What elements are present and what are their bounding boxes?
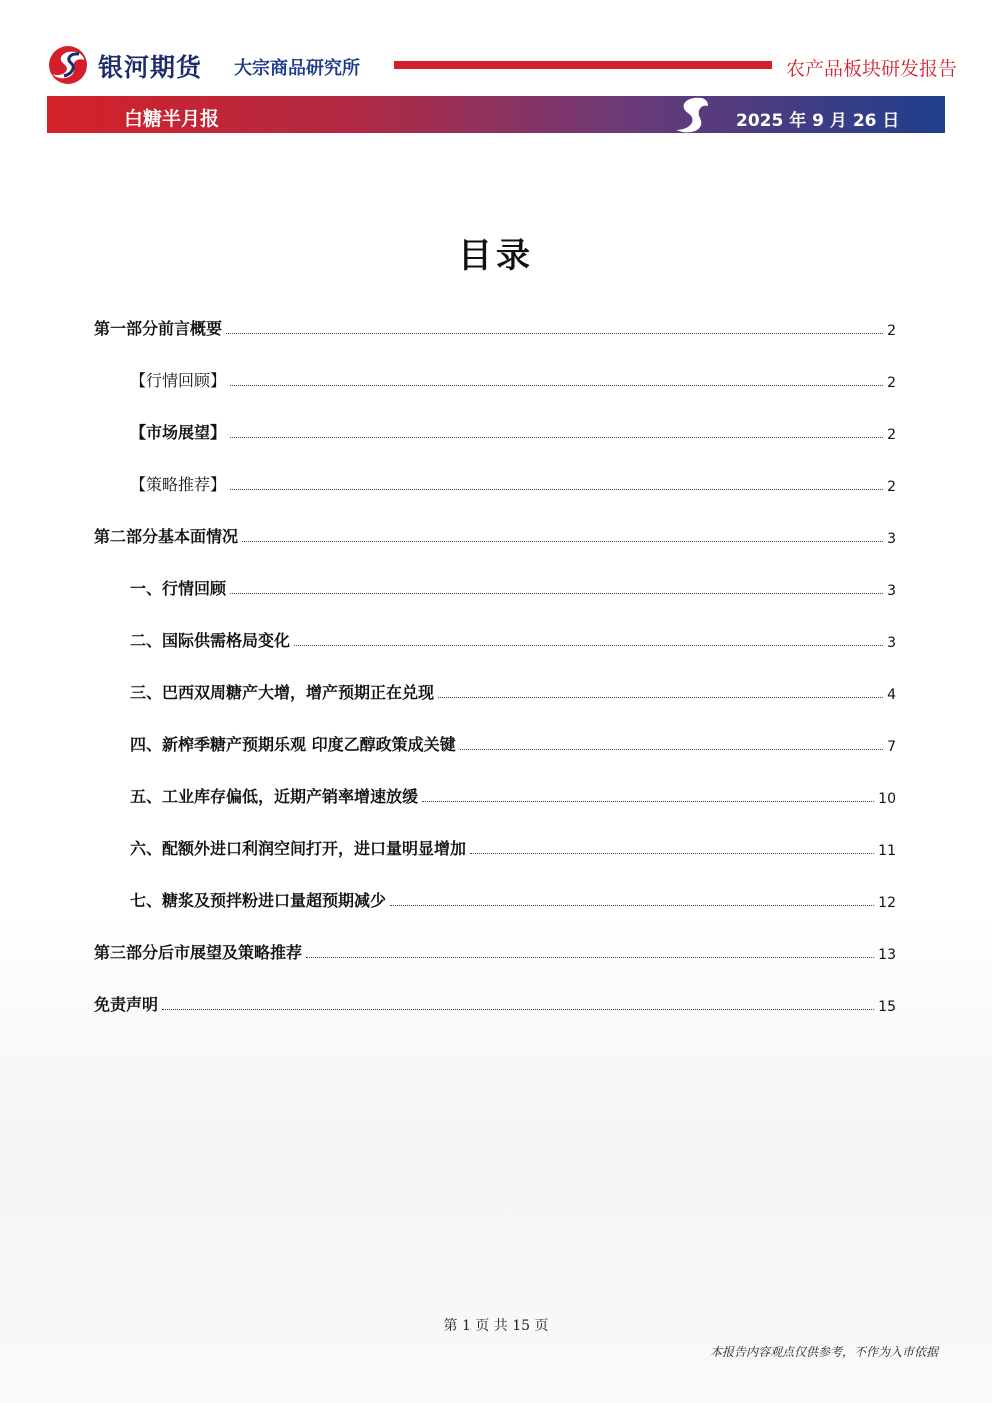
toc-page-number: 3	[887, 583, 896, 599]
toc-page-number: 3	[887, 635, 896, 651]
toc-leader-dots	[390, 905, 874, 906]
company-name: 银河期货	[98, 53, 203, 82]
toc-item-section-2[interactable]	[130, 629, 896, 651]
s-swoosh-icon	[672, 94, 712, 136]
toc-page-number: 2	[887, 323, 896, 339]
toc-item-part2[interactable]	[94, 525, 896, 547]
report-type: 农产品板块研发报告	[786, 58, 958, 80]
toc-item-label: 第三部分后市展望及策略推荐	[94, 943, 303, 962]
toc-item-section-5[interactable]	[130, 785, 896, 807]
toc-page-number: 3	[887, 531, 896, 547]
toc-item-section-3[interactable]	[130, 681, 896, 703]
toc-page-number: 12	[878, 895, 896, 911]
toc-item-label: 第一部分前言概要	[94, 319, 223, 338]
toc-page-number: 10	[878, 791, 896, 807]
toc-item-section-1[interactable]	[130, 577, 896, 599]
toc-page-number: 11	[878, 843, 896, 859]
toc-leader-dots	[460, 749, 884, 750]
toc-item-label: 【市场展望】	[130, 423, 227, 442]
toc-page-number: 2	[887, 375, 896, 391]
toc-item-disclaimer[interactable]	[94, 993, 896, 1015]
toc-item-part3[interactable]	[94, 941, 896, 963]
toc-item-market-outlook[interactable]	[130, 421, 896, 443]
toc-item-label: 一、行情回顾	[130, 579, 227, 598]
footer-disclaimer: 本报告内容观点仅供参考，不作为入市依据	[709, 1345, 938, 1359]
toc-leader-dots	[306, 957, 874, 958]
toc-leader-dots	[230, 437, 883, 438]
report-date: 2025 年 9 月 26 日	[736, 111, 900, 131]
toc-item-label: 【策略推荐】	[130, 475, 227, 494]
toc-page-number: 15	[878, 999, 896, 1015]
toc-leader-dots	[470, 853, 874, 854]
toc-item-label: 五、工业库存偏低，近期产销率增速放缓	[130, 787, 419, 806]
toc-leader-dots	[230, 385, 883, 386]
toc-item-section-6[interactable]	[130, 837, 896, 859]
toc-title: 目录	[458, 236, 534, 276]
toc-page-number: 13	[878, 947, 896, 963]
toc-item-label: 三、巴西双周糖产大增，增产预期正在兑现	[130, 683, 435, 702]
institute-name: 大宗商品研究所	[234, 58, 360, 79]
toc-page-number: 2	[887, 427, 896, 443]
toc-leader-dots	[438, 697, 883, 698]
toc-page-number: 7	[887, 739, 896, 755]
toc-item-label: 六、配额外进口利润空间打开，进口量明显增加	[130, 839, 467, 858]
toc-leader-dots	[226, 333, 883, 334]
toc-leader-dots	[230, 489, 883, 490]
toc-page-number: 4	[887, 687, 896, 703]
toc-item-section-7[interactable]	[130, 889, 896, 911]
toc-item-strategy[interactable]	[130, 473, 896, 495]
toc-item-label: 四、新榨季糖产预期乐观 印度乙醇政策成关键	[130, 735, 456, 754]
toc-leader-dots	[230, 593, 883, 594]
toc-item-market-review[interactable]	[130, 369, 896, 391]
toc-item-label: 第二部分基本面情况	[94, 527, 239, 546]
galaxy-futures-logo-icon	[46, 44, 92, 86]
toc-page-number: 2	[887, 479, 896, 495]
toc-item-label: 七、糖浆及预拌粉进口量超预期减少	[130, 891, 387, 910]
toc-leader-dots	[162, 1009, 874, 1010]
toc-leader-dots	[422, 801, 874, 802]
toc-item-label: 【行情回顾】	[130, 371, 227, 390]
toc-item-label: 免责声明	[94, 995, 159, 1014]
toc-item-label: 二、国际供需格局变化	[130, 631, 291, 650]
toc-item-section-4[interactable]	[130, 733, 896, 755]
toc-item-part1[interactable]	[94, 317, 896, 339]
toc-leader-dots	[294, 645, 883, 646]
header-divider	[394, 61, 772, 69]
page-number-footer: 第 1 页 共 15 页	[443, 1318, 549, 1334]
banner-title: 白糖半月报	[124, 108, 220, 130]
toc-leader-dots	[242, 541, 883, 542]
